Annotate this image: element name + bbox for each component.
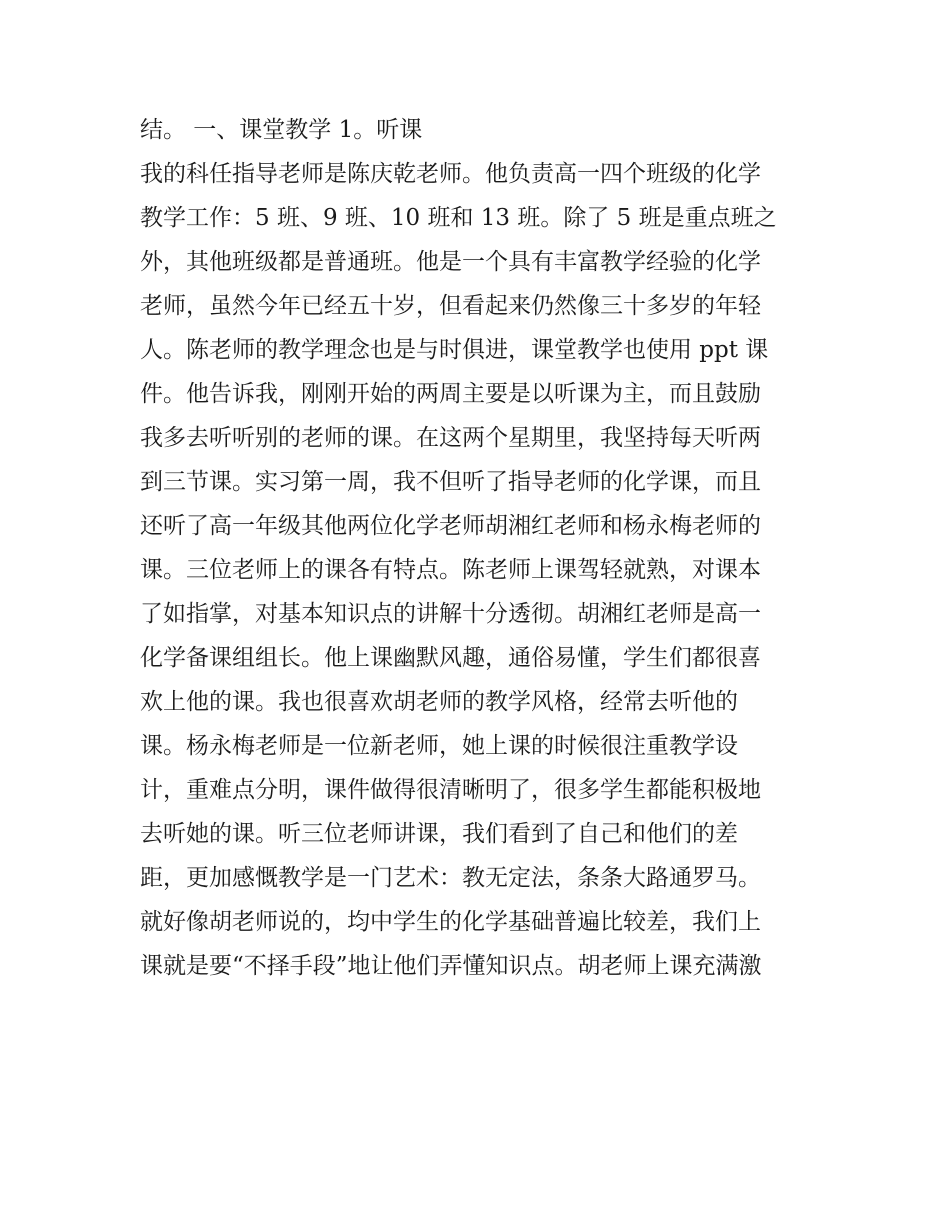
body-text: [140, 108, 830, 988]
text-line: 人。陈老师的教学理念也是与时俱进，课堂教学也使用 ppt 课: [140, 337, 769, 363]
text-line: 外，其他班级都是普通班。他是一个具有丰富教学经验的化学: [140, 249, 761, 275]
text-line: 结。 一、课堂教学 1。听课: [140, 117, 423, 143]
text-line: 我的科任指导老师是陈庆乾老师。他负责高一四个班级的化学: [140, 161, 761, 187]
text-line: 课。杨永梅老师是一位新老师，她上课的时候很注重教学设: [140, 733, 738, 759]
text-line: 欢上他的课。我也很喜欢胡老师的教学风格，经常去听他的: [140, 689, 738, 715]
text-line: 了如指掌，对基本知识点的讲解十分透彻。胡湘红老师是高一: [140, 601, 761, 627]
text-line: 我多去听听别的老师的课。在这两个星期里，我坚持每天听两: [140, 425, 761, 451]
text-line: 化学备课组组长。他上课幽默风趣，通俗易懂，学生们都很喜: [140, 645, 761, 671]
text-line: 到三节课。实习第一周，我不但听了指导老师的化学课，而且: [140, 469, 761, 495]
text-line: 课。三位老师上的课各有特点。陈老师上课驾轻就熟，对课本: [140, 557, 761, 583]
text-line: 计，重难点分明，课件做得很清晰明了，很多学生都能积极地: [140, 777, 761, 803]
text-line: 课就是要“不择手段”地让他们弄懂知识点。胡老师上课充满激: [140, 953, 762, 979]
text-line: 去听她的课。听三位老师讲课，我们看到了自己和他们的差: [140, 821, 738, 847]
text-line: 件。他告诉我，刚刚开始的两周主要是以听课为主，而且鼓励: [140, 381, 761, 407]
text-line: 距，更加感慨教学是一门艺术：教无定法，条条大路通罗马。: [140, 865, 761, 891]
text-line: 老师，虽然今年已经五十岁，但看起来仍然像三十多岁的年轻: [140, 293, 761, 319]
text-line: 还听了高一年级其他两位化学老师胡湘红老师和杨永梅老师的: [140, 513, 761, 539]
text-line: 教学工作：5 班、9 班、10 班和 13 班。除了 5 班是重点班之: [140, 205, 777, 231]
text-line: 就好像胡老师说的，均中学生的化学基础普遍比较差，我们上: [140, 909, 761, 935]
